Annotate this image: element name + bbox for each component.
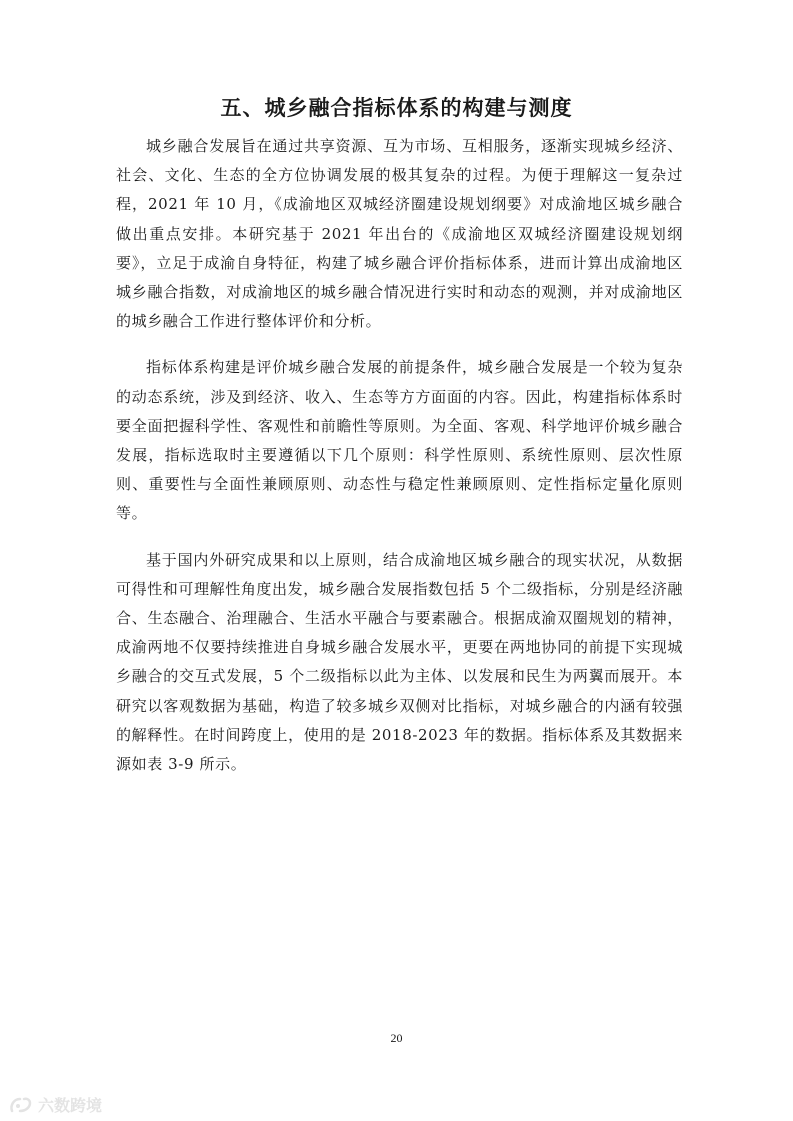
body-text bbox=[116, 132, 683, 779]
paragraph-2: 指标体系构建是评价城乡融合发展的前提条件，城乡融合发展是一个较为复杂的动态系统，涉及到经济、收入、生态等方方面面的内容。因此，构建指标体系时要全面把握科学性、客观性和前瞻性等原则。为全面、客观、科学地评价城乡融合发展，指标选取时主要遵循以下几个原则：科学性原则、系统性原则、层次性原则、重要性与全面性兼顾原则、动态性与稳定性兼顾原则、定性指标定量化原则等。 bbox=[116, 358, 683, 523]
paragraph-3: 基于国内外研究成果和以上原则，结合成渝地区城乡融合的现实状况，从数据可得性和可理解性角度出发，城乡融合发展指数包括 5 个二级指标，分别是经济融合、生态融合、治理融合、生活水平融合与要素融合。根据成渝双圈规划的精神，成渝两地不仅要持续推进自身城乡融合发展水平，更要在两地协同的前提下实现城乡融合的交互式发展，5 个二级指标以此为主体、以发展和民生为两翼而展开。本研究以客观数据为基础，构造了较多城乡双侧对比指标，对城乡融合的内涵有较强的解释性。在时间跨度上，使用的是 2018-2023 年的数据。指标体系及其数据来源如表 3-9 所示。 bbox=[116, 550, 683, 774]
section-heading: 五、城乡融合指标体系的构建与测度 bbox=[220, 95, 573, 120]
page-number: 20 bbox=[390, 1031, 403, 1045]
watermark bbox=[8, 1093, 102, 1116]
watermark-text: 六数跨境 bbox=[38, 1096, 103, 1115]
paragraph-1: 城乡融合发展旨在通过共享资源、互为市场、互相服务，逐渐实现城乡经济、社会、文化、生态的全方位协调发展的极其复杂的过程。为便于理解这一复杂过程，2021 年 10 月，《成渝地区双城经济圈建设规划纲要》对成渝地区城乡融合做出重点安排。本研究基于 2021 年出台的《成渝地区双城经济圈建设规划纲要》，立足于成渝自身特征，构建了城乡融合评价指标体系，进而计算出成渝地区城乡融合指数，对成渝地区的城乡融合情况进行实时和动态的观测，并对成渝地区的城乡融合工作进行整体评价和分析。 bbox=[116, 137, 683, 331]
watermark-logo-icon bbox=[8, 1095, 34, 1115]
